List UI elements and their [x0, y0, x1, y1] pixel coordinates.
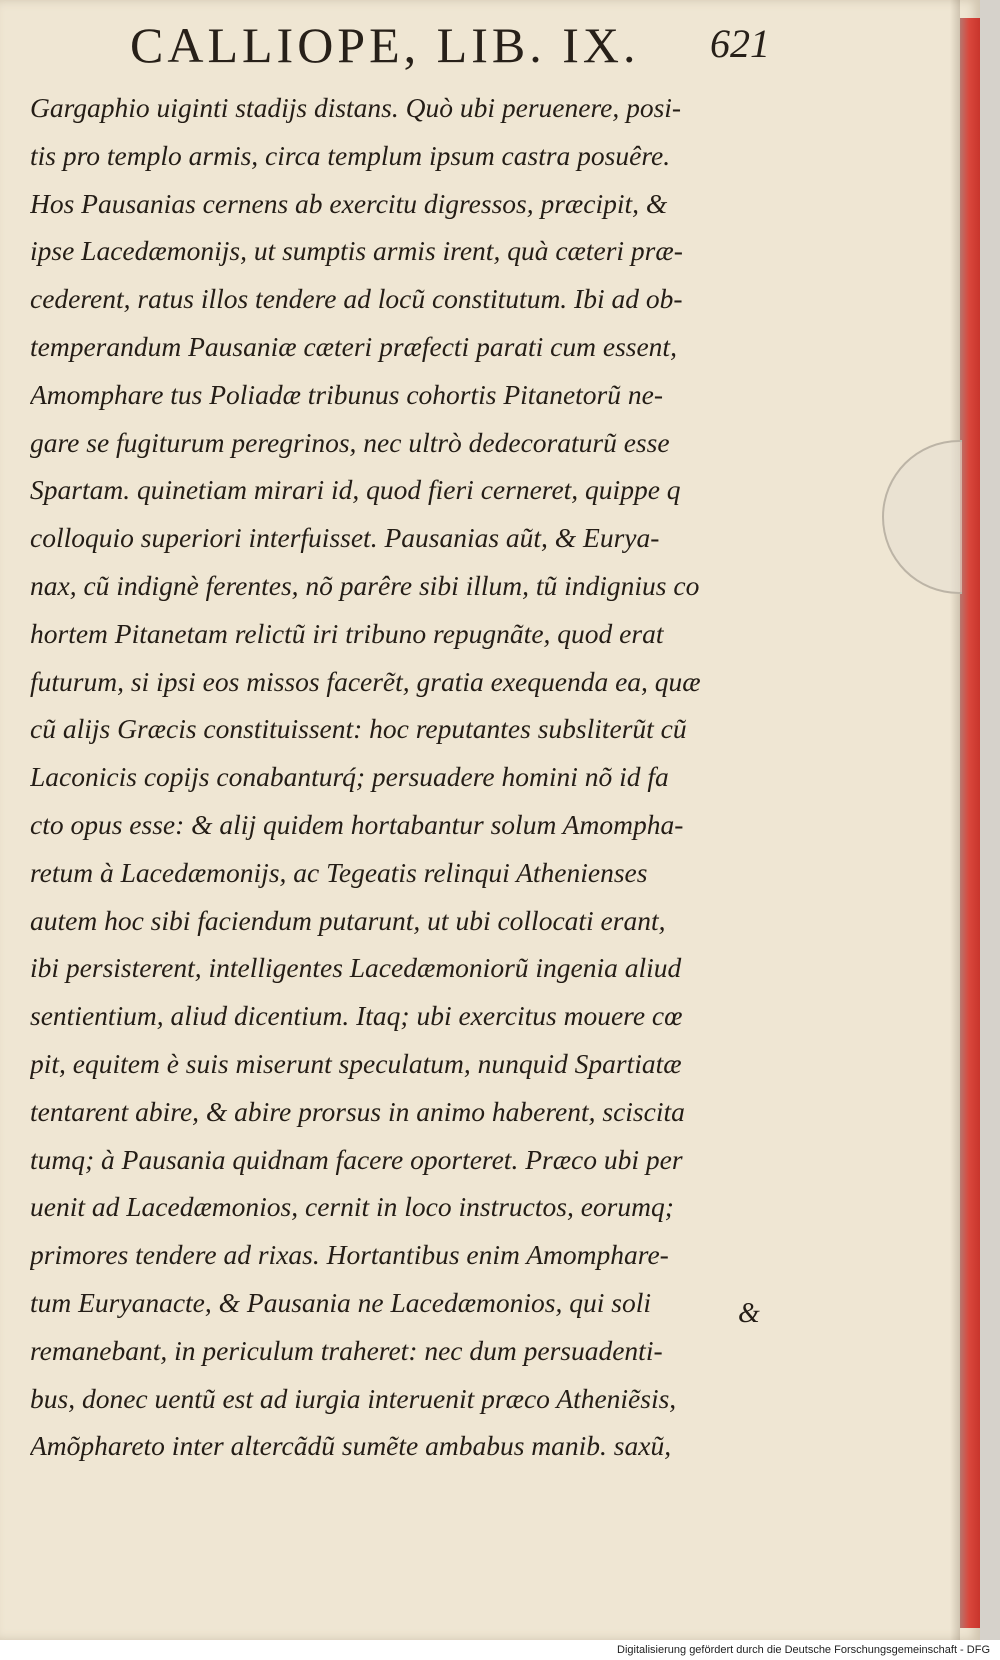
text-line: Spartam. quinetiam mirari id, quod fieri cerneret, quippe q — [30, 474, 681, 506]
catchword: & — [738, 1298, 760, 1329]
text-line: bus, donec uentũ est ad iurgia interuenit præco Atheniẽsis, — [30, 1382, 677, 1414]
text-line: gare se fugiturum peregrinos, nec ultrò dedecoraturũ esse — [30, 426, 670, 458]
text-line: Hos Pausanias cernens ab exercitu digressos, præcipit, & — [30, 187, 668, 219]
text-line: pit, equitem è suis miserunt speculatum, nunquid Spartiatæ — [30, 1047, 682, 1079]
text-line: ibi persisterent, intelligentes Lacedæmoniorũ ingenia aliud — [30, 952, 682, 984]
text-line: Amomphare tus Poliadæ tribunus cohortis Pitanetorũ ne- — [30, 378, 663, 410]
text-line: uenit ad Lacedæmonios, cernit in loco instructos, eorumq; — [30, 1191, 674, 1223]
text-line: colloquio superiori interfuisset. Pausanias aũt, & Eurya- — [30, 522, 660, 554]
text-line: futurum, si ipsi eos missos facerẽt, gratia exequenda ea, quæ — [30, 665, 701, 697]
page-tab-marker — [882, 440, 962, 594]
text-line: tis pro templo armis, circa templum ipsum castra posuêre. — [30, 139, 671, 171]
text-line: remanebant, in periculum traheret: nec dum persuadenti- — [30, 1334, 663, 1366]
text-line: tentarent abire, & abire prorsus in animo haberent, sciscita — [30, 1095, 685, 1127]
text-line: sentientium, aliud dicentium. Itaq; ubi exercitus mouere cœ — [30, 1000, 683, 1032]
text-line: nax, cũ indignè ferentes, nõ parêre sibi illum, tũ indignius co — [30, 569, 700, 601]
text-line: Laconicis copijs conabanturq́; persuadere homini nõ id fa — [30, 761, 669, 793]
text-line: cto opus esse: & alij quidem hortabantur solum Amompha- — [30, 808, 684, 840]
text-line: tum Euryanacte, & Pausania ne Lacedæmonios, qui soli — [30, 1286, 651, 1318]
text-line: primores tendere ad rixas. Hortantibus enim Amomphare- — [30, 1239, 669, 1271]
text-line: Gargaphio uiginti stadijs distans. Quò ubi peruenere, posi- — [30, 92, 682, 123]
body-text — [30, 84, 790, 1470]
gutter-shadow — [950, 0, 960, 1640]
red-page-edge — [960, 18, 980, 1628]
page-number: 621 — [710, 21, 770, 66]
text-line: tumq; à Pausania quidnam facere oporteret. Præco ubi per — [30, 1143, 683, 1175]
text-line: ipse Lacedæmonijs, ut sumptis armis irent, quà cæteri præ- — [30, 235, 683, 267]
text-line: cũ alijs Græcis constituissent: hoc reputantes subsliterũt cũ — [30, 713, 687, 745]
digitization-footer: Digitalisierung gefördert durch die Deutsche Forschungsgemeinschaft - DFG — [0, 1640, 1000, 1660]
text-line: hortem Pitanetam relictũ iri tribuno repugnãte, quod erat — [30, 617, 664, 649]
text-line: autem hoc sibi faciendum putarunt, ut ubi collocati erant, — [30, 904, 666, 936]
running-head: CALLIOPE, LIB. IX. — [130, 17, 640, 73]
text-line: retum à Lacedæmonijs, ac Tegeatis relinqui Athenienses — [30, 856, 648, 888]
text-line: Amõphareto inter altercãdũ sumẽte ambabus manib. saxũ, — [30, 1430, 672, 1462]
text-line: temperandum Pausaniæ cæteri præfecti parati cum essent, — [30, 330, 677, 362]
text-line: cederent, ratus illos tendere ad locũ constitutum. Ibi ad ob- — [30, 283, 683, 315]
